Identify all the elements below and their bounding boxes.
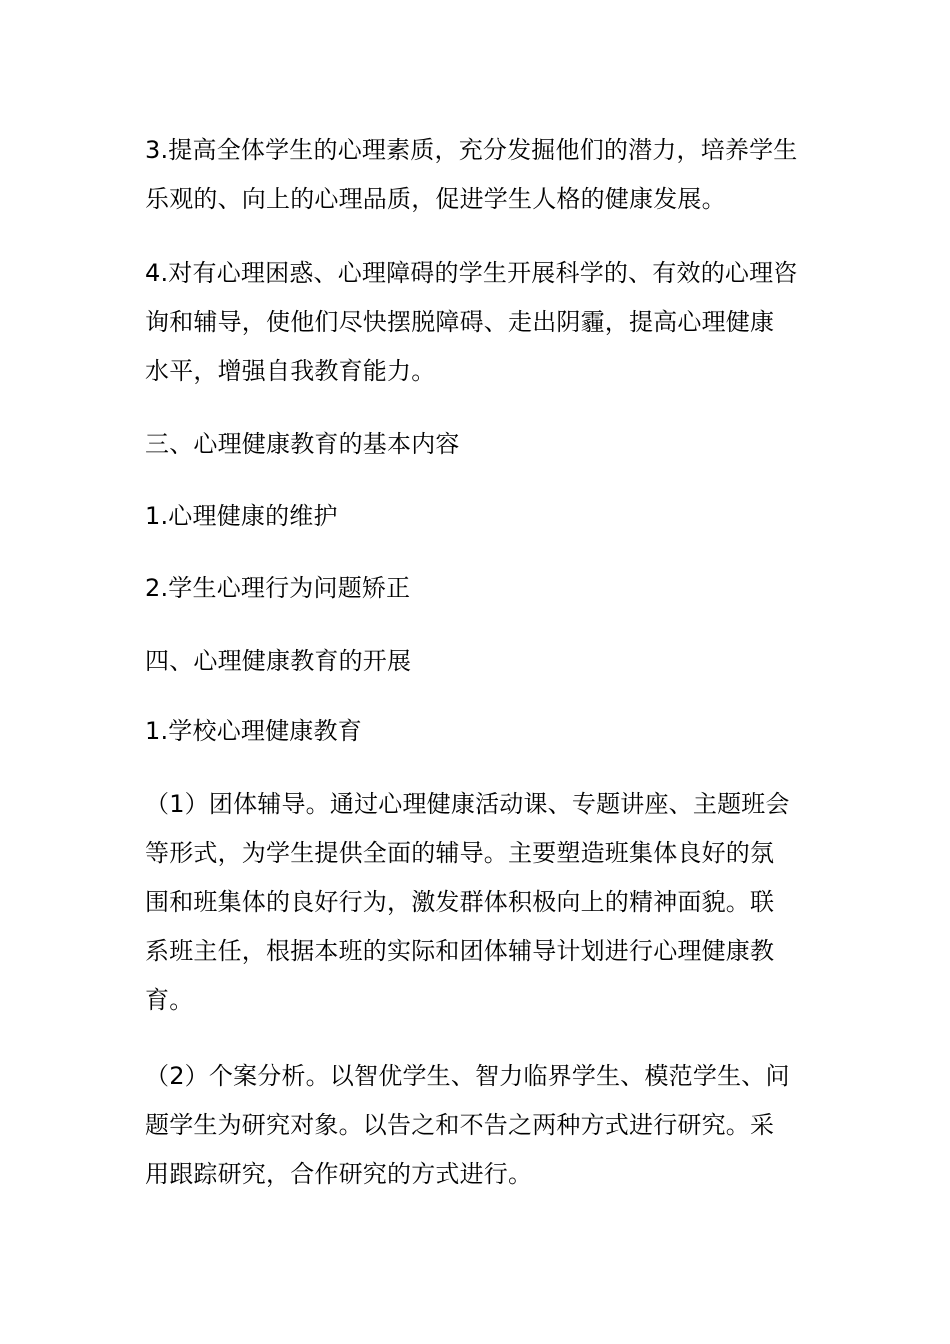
text-line: 围和班集体的良好行为，激发群体积极向上的精神面貌。联: [145, 888, 775, 916]
list-item-correction: [145, 564, 810, 613]
paragraph-case-analysis: [145, 1052, 810, 1199]
text-line: 题学生为研究对象。以告之和不告之两种方式进行研究。采: [145, 1111, 775, 1139]
text-line: 乐观的、向上的心理品质，促进学生人格的健康发展。: [145, 185, 726, 213]
section-heading: 四、心理健康教育的开展: [145, 647, 412, 675]
section-heading: 三、心理健康教育的基本内容: [145, 430, 460, 458]
text-line: 用跟踪研究，合作研究的方式进行。: [145, 1160, 533, 1188]
text-line: 系班主任，根据本班的实际和团体辅导计划进行心理健康教: [145, 937, 775, 965]
list-item-text: 2.学生心理行为问题矫正: [145, 574, 411, 602]
subsection-heading: 1.学校心理健康教育: [145, 717, 362, 745]
section-heading-basic-content: [145, 420, 810, 469]
paragraph-goal-4: [145, 249, 810, 396]
text-line: 水平，增强自我教育能力。: [145, 357, 436, 385]
subsection-heading-school: [145, 707, 810, 756]
section-heading-development: [145, 637, 810, 686]
text-line: 询和辅导，使他们尽快摆脱障碍、走出阴霾，提高心理健康: [145, 308, 775, 336]
text-line: （2）个案分析。以智优学生、智力临界学生、模范学生、问: [145, 1062, 790, 1090]
text-line: （1）团体辅导。通过心理健康活动课、专题讲座、主题班会: [145, 790, 790, 818]
text-line: 育。: [145, 986, 194, 1014]
text-line: 4.对有心理困惑、心理障碍的学生开展科学的、有效的心理咨: [145, 259, 798, 287]
list-item-maintenance: [145, 492, 810, 541]
paragraph-goal-3: [145, 126, 810, 224]
paragraph-group-counseling: [145, 780, 810, 1025]
list-item-text: 1.心理健康的维护: [145, 502, 338, 530]
text-line: 等形式，为学生提供全面的辅导。主要塑造班集体良好的氛: [145, 839, 775, 867]
text-line: 3.提高全体学生的心理素质，充分发掘他们的潜力，培养学生: [145, 136, 798, 164]
